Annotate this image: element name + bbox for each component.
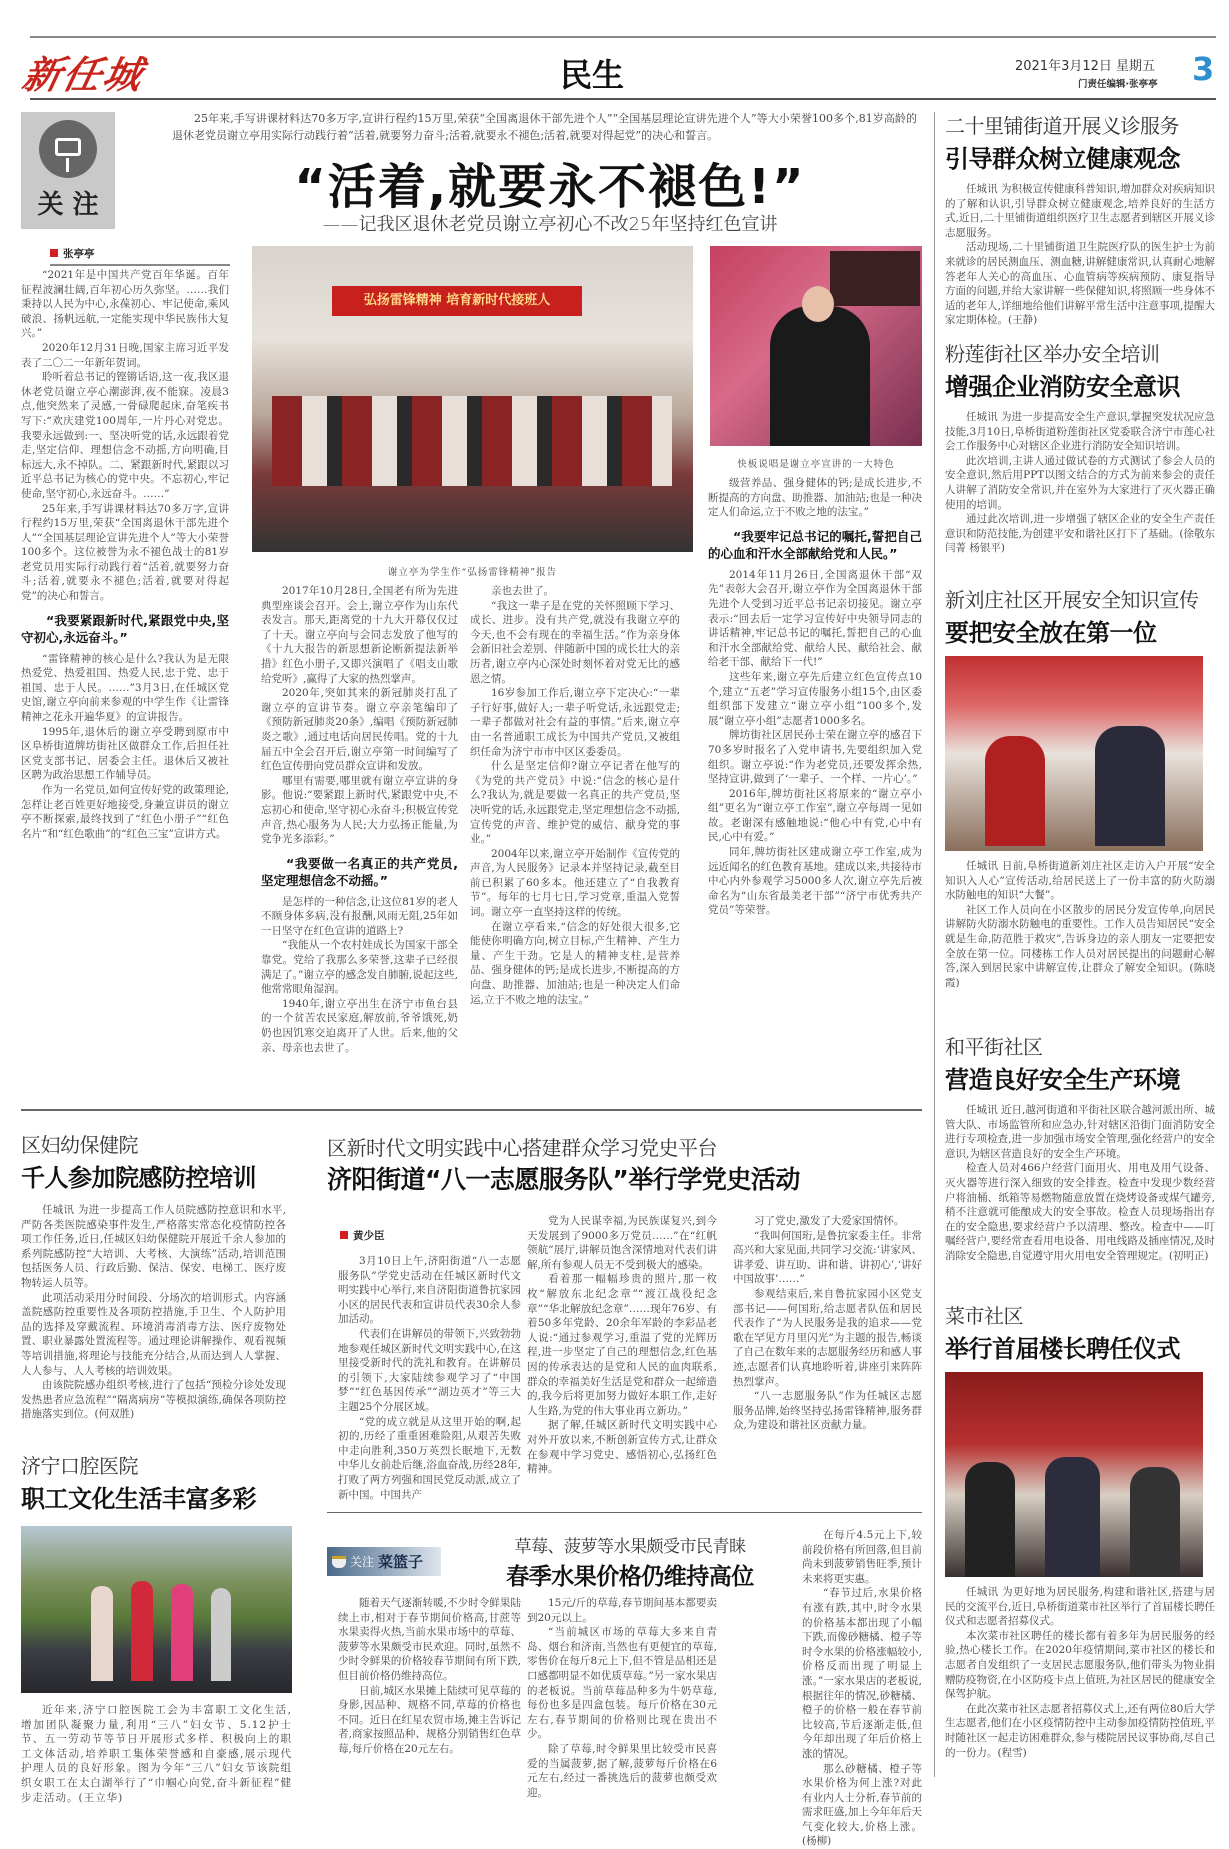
kicker: 二十里铺街道开展义诊服务 <box>945 110 1215 139</box>
kicker: 新刘庄社区开展安全知识宣传 <box>945 584 1215 613</box>
right-article-3 <box>945 584 1215 1008</box>
photo-ceremony <box>945 1372 1203 1577</box>
photo-safety-outreach <box>945 656 1203 851</box>
fruit-col-2 <box>527 1596 717 1782</box>
tag-brand: 菜篮子 <box>378 1551 423 1572</box>
fruit-headline: 春季水果价格仍维持高位 <box>470 1558 790 1591</box>
photo-banner: 弘扬雷锋精神 培育新时代接班人 <box>332 286 582 316</box>
subheading: “我要牢记总书记的嘱托,誓把自己的心血和汗水全部献给党和人民。” <box>708 528 922 562</box>
jiyang-byline <box>340 1228 385 1243</box>
paragraph: “党的成立就是从这里开始的啊,起初的,历经了重重困难险阻,从艰苦失败中走向胜利,350万英烈长眠地下,无数中华儿女前赴后继,浴血奋战,历经28年,打败了两方列强和国民党反动派,成立了新中国。中国共产 <box>338 1415 521 1503</box>
paragraph: 日前,城区水果摊上陆续可见草莓的身影,因品种、规格不同,草莓的价格也不同。近日在红星农贸市场,摊主告诉记者,商家按照品种、规格分别销售红色草莓,每斤价格在20元左右。 <box>338 1684 521 1757</box>
paragraph: “我这一辈子是在党的关怀照顾下学习、成长、进步。没有共产党,就没有我谢立亭的今天,也不会有现在的幸福生活。”作为亲身体会新旧社会差别、伴随新中国的成长壮大的亲历者,谢立亭内心深处时刻怀着对党无比的感恩之情。 <box>470 599 680 687</box>
focus-badge <box>21 112 115 229</box>
author-name: 张亭亭 <box>63 248 95 260</box>
main-col-1 <box>261 584 458 1083</box>
paragraph: 活动现场,二十里铺街道卫生院医疗队的医生护士为前来就诊的居民测血压、测血糖,讲解健康常识,认真耐心地解答老年人关心的高血压、心血管病等疾病预防、康复指导方面的问题,并给大家讲解一些保健知识,将照顾一些身体不适的老年人,详细地给他们讲解平常生活中注意事项,提醒大家定期体检。(王静) <box>945 240 1215 328</box>
paragraph: 这些年来,谢立亭先后建立红色宣传点10个,建立“五老”学习宣传服务小组15个,由区委组织部下发建立“谢立亭小组”100多个,发展“谢立亭小组”志愿者1000多名。 <box>708 670 922 728</box>
paragraph: “我能从一个农村娃成长为国家干部全靠党。党给了我那么多荣誉,这辈子已经很满足了。”谢立亭的感念发自肺腑,说起这些,他常常眼角湿润。 <box>261 938 458 996</box>
headline: 要把安全放在第一位 <box>945 613 1215 648</box>
paragraph: 在此次菜市社区志愿者招募仪式上,还有两位80后大学生志愿者,他们在小区疫情防控中主动参加疫情防控值班,平时随社区一起走访困难群众,参与楼院居民议事协商,尽自己的一份力。(程雪) <box>945 1702 1215 1760</box>
main-byline <box>50 246 230 266</box>
article-body <box>945 182 1215 327</box>
paragraph: 除了草莓,时令鲜果里比较受市民喜爱的当属菠萝,据了解,菠萝每斤价格在6元左右,经过一番挑选后的菠萝也颇受欢迎。 <box>527 1742 717 1800</box>
paragraph: 任城讯 为进一步提高工作人员院感防控意识和水平,严防各类医院感染事件发生,严格落实常态化疫情防控各项工作任务,近日,任城区妇幼保健院开展近千余人参加的系列院感防控“大培训、大考核、大演练”活动,培训范围包括医务人员、行政后勤、保洁、保安、电梯工、医疗废物转运人员等。 <box>21 1203 286 1291</box>
paragraph: 本次菜市社区聘任的楼长都有着多年为居民服务的经验,热心楼长工作。在2020年疫情期间,菜市社区的楼长和志愿者自发组织了一支居民志愿服务队,他们带头为物业捐赠防疫物资,在小区防疫卡点上值班,为社区居民的健康安全保驾护航。 <box>945 1629 1215 1702</box>
paragraph: 党为人民谋幸福,为民族谋复兴,到今天发展到了9000多万党员……”在“红帆领航”展厅,讲解员饱含深情地对代表们讲解,所有参观人员无不受到极大的感染。 <box>527 1214 717 1272</box>
paragraph: 习了党史,激发了大爱家国情怀。 <box>733 1214 922 1229</box>
headline: 增强企业消防安全意识 <box>945 367 1215 402</box>
tag-label: 关注 <box>350 1553 374 1570</box>
paragraph: “春节过后,水果价格有涨有跌,其中,时令水果的价格基本都出现了小幅下跌,而像砂糖橘、橙子等时令水果的价格涨幅较小,价格反而出现了明显上涨。”一家水果店的老板说,根据往年的情况,砂糖橘、橙子的价格一般在春节前比较高,节后逐渐走低,但今年却出现了年后价格上涨的情况。 <box>802 1586 922 1761</box>
kicker: 和平街社区 <box>945 1031 1215 1060</box>
paragraph: 聆听着总书记的铿锵话语,这一夜,我区退休老党员谢立亭心潮澎湃,夜不能寐。凌晨3点,他突然来了灵感,一骨碌爬起床,奋笔疾书写下:“欢庆建党100周年,一片丹心对党忠。我要永远做到:一、坚决听党的话,永远跟着党走,坚定信仰、理想信念不动摇,方向明确,目标远大,永不掉队。二、紧跟新时代,紧跟以习近平总书记为核心的党中央。不忘初心,牢记使命,坚守初心,永远奋斗。……” <box>21 370 229 501</box>
paragraph: 级营养品、强身健体的钙;是成长进步,不断提高的方向盘、助推器、加油站;也是一种决定人们命运,立于不败之地的法宝。” <box>708 476 922 520</box>
paragraph: 在每斤4.5元上下,较前段价格有所回落,但目前尚未到菠萝销售旺季,预计未来将更实惠。 <box>802 1528 922 1586</box>
kicker: 区妇幼保健院 <box>21 1129 286 1158</box>
paragraph: “我叫何国珩,是鲁抗家委主任。非常高兴和大家见面,共同学习交流:‘讲家风、讲孝爱、讲互助、讲和谐、讲初心’,‘讲好中国故事’……” <box>733 1229 922 1287</box>
paragraph: 社区工作人员向在小区散步的居民分发宣传单,向居民讲解防火防溺水防触电的重要性。工作人员告知居民“安全就是生命,防范胜于救灾”,告诉身边的亲人朋友一定要把安全放在第一位。同楼栋工作人员对居民提出的问题耐心解答,深入到居民家中讲解宣传,让群众了解安全知识。(陈晓霞) <box>945 903 1215 991</box>
fuyou-article <box>21 1129 286 1432</box>
photo-caption: 近年来,济宁口腔医院工会为丰富职工文化生活,增加团队凝聚力量,利用“三八”妇女节、5.12护士节、五一劳动节等节日开展形式多样、积极向上的职工文体活动,培养职工集体荣誉感和自豪感,展示现代护理人员的良好形象。图为今年“三八”妇女节该院组织女职工在太白湖举行了“巾帼心向党,奋斗新征程”健步走活动。(王立华) <box>21 1703 292 1793</box>
paragraph: 2017年10月28日,全国老有所为先进典型座谈会召开。会上,谢立亭作为山东代表发言。那天,距离党的十九大开幕仅仅过了十天。谢立亭向与会同志发放了他写的《十九大报告的新思想新论断新提法新举措》红色小册子,又即兴演唱了《唱支山歌给党听》,赢得了大家的热烈掌声。 <box>261 584 458 686</box>
right-article-4 <box>945 1031 1215 1278</box>
photo1-caption: 谢立亭为学生作“弘扬雷锋精神”报告 <box>252 564 693 578</box>
jiyang-headline: 济阳街道“八一志愿服务队”举行学党史活动 <box>327 1160 800 1196</box>
paragraph: 作为一名党员,如何宣传好党的政策理论,怎样让老百姓更好地接受,身兼宣讲员的谢立亭不断探索,最终找到了“红色小册子”“红色名片”和“红色歌曲”的“红色三宝”宣讲方式。 <box>21 783 229 841</box>
article-body <box>945 1103 1215 1293</box>
paragraph: 25年来,手写讲课材料达70多万字,宣讲行程约15万里,荣获“全国离退休干部先进个人”“全国基层理论宣讲先进个人”等大小荣誉100多个。这位被誉为永不褪色战士的81岁老党员用实际行动践行着“活着,就要努力奋斗;活着,就要永不褪色;活着,就要对得起党”的决心和誓言。 <box>21 502 229 604</box>
main-col-2 <box>470 584 680 1083</box>
paragraph: “雷锋精神的核心是什么?我认为是无限热爱党、热爱祖国、热爱人民,忠于党、忠于祖国、忠于人民。……”3月3日,在任城区党史馆,谢立亭向前来参观的中学生作《让雷锋精神之花永开遍华夏》的宣讲报告。 <box>21 652 229 725</box>
paragraph: 任城讯 近日,越河街道和平街社区联合越河派出所、城管大队、市场监管所和应急办,针对辖区沿街门面消防安全进行专项检查,进一步加强市场安全管理,强化经营户的安全意识,为辖区营造良好的安全生产环境。 <box>945 1103 1215 1161</box>
paragraph: 检查人员对466户经营门面用火、用电及用气设备、灭火器等进行深入细致的安全排查。检查中发现少数经营户将油桶、纸箱等易燃物随意放置在烧烤设备或煤气罐旁,稍不注意就可能酿成大的安全事故。检查人员现场指出存在的安全隐患,要求经营户予以清理、整改。检查中——叮嘱经营户,要经常查看用电设备、用电线路及插座情况,及时消除安全隐患,自觉遵守用火用电安全管理规定。(初明正) <box>945 1161 1215 1263</box>
paragraph: 3月10日上午,济阳街道“八一志愿服务队”学党史活动在任城区新时代文明实践中心举行,来自济阳街道鲁抗家园小区的居民代表和宣讲员代表30余人参加活动。 <box>338 1254 521 1327</box>
column-divider <box>934 112 935 1777</box>
main-headline: “活着,就要永不褪色!” <box>180 148 920 217</box>
paragraph: 2020年12月31日晚,国家主席习近平发表了二〇二一年新年贺词。 <box>21 341 229 370</box>
fruit-col-1 <box>338 1596 521 1782</box>
paragraph: 哪里有需要,哪里就有谢立亭宣讲的身影。他说:“要紧跟上新时代,紧跟党中央,不忘初心和使命,坚守初心永奋斗;积极宣传党声音,热心服务为人民;大力弘扬正能量,为党争光多添彩。” <box>261 774 458 847</box>
issue-date: 2021年3月12日 星期五 <box>1015 55 1155 74</box>
paragraph: 通过此次培训,进一步增强了辖区企业的安全生产责任意识和防范技能,为创建平安和谐社区打下了基础。(徐敬东 闫菁 杨银平) <box>945 512 1215 556</box>
camera-icon <box>39 120 97 178</box>
subheading: “我要紧跟新时代,紧跟党中央,坚守初心,永远奋斗。” <box>21 612 229 646</box>
paragraph: 那么砂糖橘、橙子等水果价格为何上涨?对此有业内人士分析,春节前的需求旺盛,加上今年年后天气变化较大,价格上涨。(杨柳) <box>802 1762 922 1849</box>
fruit-kicker: 草莓、菠萝等水果颇受市民青睐 <box>480 1532 780 1557</box>
article-body <box>945 859 1215 1014</box>
main-subhead: ——记我区退休老党员谢立亭初心不改25年坚持红色宣讲 <box>180 210 920 236</box>
section-rule <box>21 1109 922 1111</box>
photo-walking-event <box>21 1526 292 1693</box>
section-title: 民生 <box>560 50 624 96</box>
article-body <box>945 1585 1215 1785</box>
article-body <box>21 1203 286 1438</box>
paragraph: 任城讯 为积极宣传健康科普知识,增加群众对疾病知识的了解和认识,引导群众树立健康观念,培养良好的生活方式,近日,二十里铺街道组织医疗卫生志愿者到辖区开展义诊志愿服务。 <box>945 182 1215 240</box>
paragraph: 任城讯 日前,阜桥街道新刘庄社区走访入户开展“安全知识入人心”宣传活动,给居民送上了一份丰富的防火防溺水防触电的知识“大餐”。 <box>945 859 1215 903</box>
jiyang-col-3 <box>733 1214 922 1502</box>
paragraph: 随着天气逐渐转暖,不少时令鲜果陆续上市,相对于春节期间价格高,甘蔗等水果卖得火热,当前水果市场中的草莓、菠萝等水果颇受市民欢迎。同时,虽然不少时令鲜果的价格较春节期间有所下跌,但目前价格仍维持高位。 <box>338 1596 521 1684</box>
subheading: “我要做一名真正的共产党员,坚定理想信念不动摇。” <box>261 855 458 889</box>
paragraph: 16岁参加工作后,谢立亭下定决心:“一辈子行好事,做好人;一辈子听党话,永远跟党走;一辈子都做对社会有益的事情。”后来,谢立亭由一名普通职工成长为中国共产党员,又被组织任命为济宁市市中区区委委员。 <box>470 686 680 759</box>
paragraph: 在谢立亭看来,“信念的好处很大很多,它能使你明确方向,树立目标,产生精神、产生力量、产生干劲。它是人的精神支柱,是营养品、强身健体的钙;是成长进步,不断提高的方向盘、助推器、加油站;也是一种决定人们命运,立于不败之地的法宝。” <box>470 920 680 1008</box>
paragraph: 2004年以来,谢立亭开始制作《宣传党的声音,为人民服务》记录本并坚持记录,截至目前已积累了60多本。他还建立了“自我教育节”。每年的七月七日,学习党章,重温入党誓词。谢立亭一直坚持这样的传统。 <box>470 847 680 920</box>
jiyang-col-1 <box>338 1254 521 1502</box>
paragraph: 2014年11月26日,全国离退休干部“双先”表彰大会召开,谢立亭作为全国离退休干部先进个人受到习近平总书记亲切接见。谢立亭表示:“回去后一定学习宣传好中央领导同志的讲话精神,牢记总书记的嘱托,誓把自己的心血和汗水全部献给党、献给人民、献给社会、献给老干部、献给下一代!” <box>708 568 922 670</box>
paragraph: 2020年,突如其来的新冠肺炎打乱了谢立亭的宣讲节奏。谢立亭亲笔编印了《预防新冠肺炎20条》,编唱《预防新冠肺炎之歌》,通过电话向居民传唱。党的十九届五中全会召开后,谢立亭第一时间编写了红色宣传册向党员群众宣讲和发放。 <box>261 686 458 774</box>
headline: 举行首届楼长聘任仪式 <box>945 1329 1215 1364</box>
paragraph: 看着那一幅幅珍贵的照片,那一枚枚“解放东北纪念章”“渡江战役纪念章”“华北解放纪念章”……现年76岁、有着50多年党龄、20余年军龄的李彩品老人说:“通过参观学习,重温了党的光辉历程,进一步坚定了自己的理想信念,红色基因的传承表达的是党和人民的血肉联系,群众的幸福美好生活是党和群众一起缔造的,我今后将更加努力做好本职工作,走好人生路,为党的伟大事业再立新功。” <box>527 1272 717 1418</box>
paragraph: 牌坊街社区居民孙士荣在谢立亭的感召下70多岁时报名了入党申请书,先要组织加入党组织。谢立亭说:“作为老党员,还要发挥余热,坚持宣讲,做到了‘一辈子、一个样、一片心’。” <box>708 728 922 786</box>
paragraph: 1995年,退休后的谢立亭受聘到原市中区阜桥街道牌坊街社区做群众工作,后担任社区党支部书记、居委会主任。退休后又被社区聘为政治思想工作辅导员。 <box>21 725 229 783</box>
masthead-logo: 新任城 <box>18 44 150 99</box>
article-body <box>945 410 1215 575</box>
paragraph: 2016年,牌坊街社区将原来的“谢立亭小组”更名为“谢立亭工作室”,谢立亭每周一见如故。老谢深有感触地说:“他心中有党,心中有民,心中有爱。” <box>708 787 922 845</box>
kouqiang-article <box>21 1450 292 1782</box>
headline: 千人参加院感防控培训 <box>21 1158 286 1193</box>
paragraph: 此项活动采用分时间段、分场次的培训形式。内容涵盖院感防控重要性及各项防控措施,手卫生、个人防护用品的选择及穿戴流程、环境消毒消毒方法、医疗废物处置、职业暴露处置流程等。通过理论讲解操作、观看视频等培训措施,将理论与技能充分结合,从而达到人人掌握、人人参与、人人考核的培训效果。 <box>21 1291 286 1379</box>
basket-icon <box>332 1556 346 1568</box>
photo2-caption: 快板说唱是谢立亭宣讲的一大特色 <box>710 456 922 470</box>
paragraph: 据了解,任城区新时代文明实践中心对外开放以来,不断创新宣传方式,让群众在参观中学习党史、感悟初心,弘扬红色精神。 <box>527 1418 717 1476</box>
paragraph: 任城讯 为更好地为居民服务,构建和谐社区,搭建与居民的交流平台,近日,阜桥街道菜市社区举行了首届楼长聘任仪式和志愿者招募仪式。 <box>945 1585 1215 1629</box>
paragraph: “八一志愿服务队”作为任城区志愿服务品牌,始终坚持弘扬雷锋精神,服务群众,为建设和谐社区贡献力量。 <box>733 1389 922 1433</box>
fruit-col-3 <box>802 1528 922 1782</box>
fruit-section-tag <box>327 1547 441 1576</box>
main-col-left <box>21 268 229 1083</box>
paragraph: 参观结束后,来自鲁抗家园小区党支部书记——何国珩,给志愿者队伍和居民代表作了“为人民服务是我的追求——党歌在罕见方月里闪光”为主题的报告,畅谈了自己在数年来的志愿服务经历和感人事迹,志愿者们认真地聆听着,讲座引来阵阵热烈掌声。 <box>733 1287 922 1389</box>
header-rule <box>30 98 1216 100</box>
fruit-rule <box>327 1512 922 1513</box>
kicker: 粉莲街社区举办安全培训 <box>945 338 1215 367</box>
paragraph: 15元/斤的草莓,春节期间基本都要卖到20元以上。 <box>527 1596 717 1625</box>
right-article-5 <box>945 1300 1215 1780</box>
paragraph: 亲也去世了。 <box>470 584 680 599</box>
editor-credit: 门责任编辑·张亭亭 <box>1078 76 1158 90</box>
main-intro: 25年来,手写讲课材料达70多万字,宣讲行程约15万里,荣获“全国离退休干部先进个人”“全国基层理论宣讲先进个人”等大小荣誉100多个,81岁高龄的退休老党员谢立亭用实际行动践行着“活着,就要努力奋斗;活着,就要永不褪色;活着,就要对得起党”的决心和誓言。 <box>172 110 917 146</box>
paragraph: 是怎样的一种信念,让这位81岁的老人不顾身体多病,没有报酬,风雨无阻,25年如一日坚守在红色宣讲的道路上? <box>261 895 458 939</box>
kicker: 济宁口腔医院 <box>21 1450 292 1479</box>
paragraph: 1940年,谢立亭出生在济宁市鱼台县的一个贫苦农民家庭,解放前,爷爷饿死,奶奶也因饥寒交迫离开了人世。后来,他的父亲、母亲也去世了。 <box>261 997 458 1055</box>
kicker: 菜市社区 <box>945 1300 1215 1329</box>
jiyang-col-2 <box>527 1214 717 1502</box>
headline: 营造良好安全生产环境 <box>945 1060 1215 1095</box>
headline: 引导群众树立健康观念 <box>945 139 1215 174</box>
paragraph: 此次培训,主讲人通过做试卷的方式测试了参会人员的安全意识,然后用PPT以图文结合的方式为前来参会的责任人讲解了消防安全常识,并在室外为大家进行了灭火器正确使用的培训。 <box>945 454 1215 512</box>
headline: 职工文化生活丰富多彩 <box>21 1479 292 1514</box>
right-article-1 <box>945 110 1215 315</box>
paragraph: 什么是坚定信仰?谢立亭记者在他写的《为党的共产党员》中说:“信念的核心是什么?我认为,就是要做一名真正的共产党员,坚决听党的话,永远跟党走,坚定理想信念不动摇,宣传党的声音、维护党的威信、献身党的事业。” <box>470 759 680 847</box>
top-rule <box>30 36 1216 38</box>
page-number: 3 <box>1192 50 1214 88</box>
author-name: 黄少臣 <box>353 1230 385 1242</box>
focus-label: 关 注 <box>21 184 115 221</box>
right-article-2 <box>945 338 1215 562</box>
photo-lecture-students <box>252 246 693 552</box>
paragraph: “2021年是中国共产党百年华诞。百年征程波澜壮阔,百年初心历久弥坚。……我们秉持以人民为中心,永葆初心、牢记使命,乘风破浪、扬帆远航,一定能实现中华民族伟大复兴。” <box>21 268 229 341</box>
paragraph: 同年,牌坊街社区建成谢立亭工作室,成为远近闻名的红色教育基地。建成以来,共接待市中心内外参观学习5000多人次,谢立亭先后被命名为“山东省最美老干部”“济宁市优秀共产党员”等荣誉。 <box>708 845 922 918</box>
paragraph: “当前城区市场的草莓大多来自青岛、烟台和济南,当然也有更便宜的草莓,零售价在每斤8元上下,但不管是品相还是口感都明显不如优质草莓。”另一家水果店的老板说。当前草莓品种多为牛奶草莓,每份也多是四盒包装。每斤价格在30元左右,春节期间的价格则比现在贵出不少。 <box>527 1625 717 1742</box>
main-col-3 <box>708 476 922 1083</box>
paragraph: 任城讯 为进一步提高安全生产意识,掌握突发状况应急技能,3月10日,阜桥街道粉莲街社区党委联合济宁市莲心社会工作服务中心对辖区企业进行消防安全知识培训。 <box>945 410 1215 454</box>
jiyang-kicker: 区新时代文明实践中心搭建群众学习党史平台 <box>327 1132 717 1161</box>
paragraph: 代表们在讲解员的带领下,兴致勃勃地参观任城区新时代文明实践中心,在这里接受新时代的洗礼和教育。在讲解员的引领下,大家陆续参观学习了“中国梦”“红色基因传承”“湖边英才”等三大主题25个分展区域。 <box>338 1327 521 1415</box>
paragraph: 由该院院感办组织考核,进行了包括“预检分诊处发现发热患者应急流程”“隔离病房”等模拟演练,确保各项防控措施落实到位。(何双胜) <box>21 1378 286 1422</box>
photo-speaker <box>710 246 922 446</box>
